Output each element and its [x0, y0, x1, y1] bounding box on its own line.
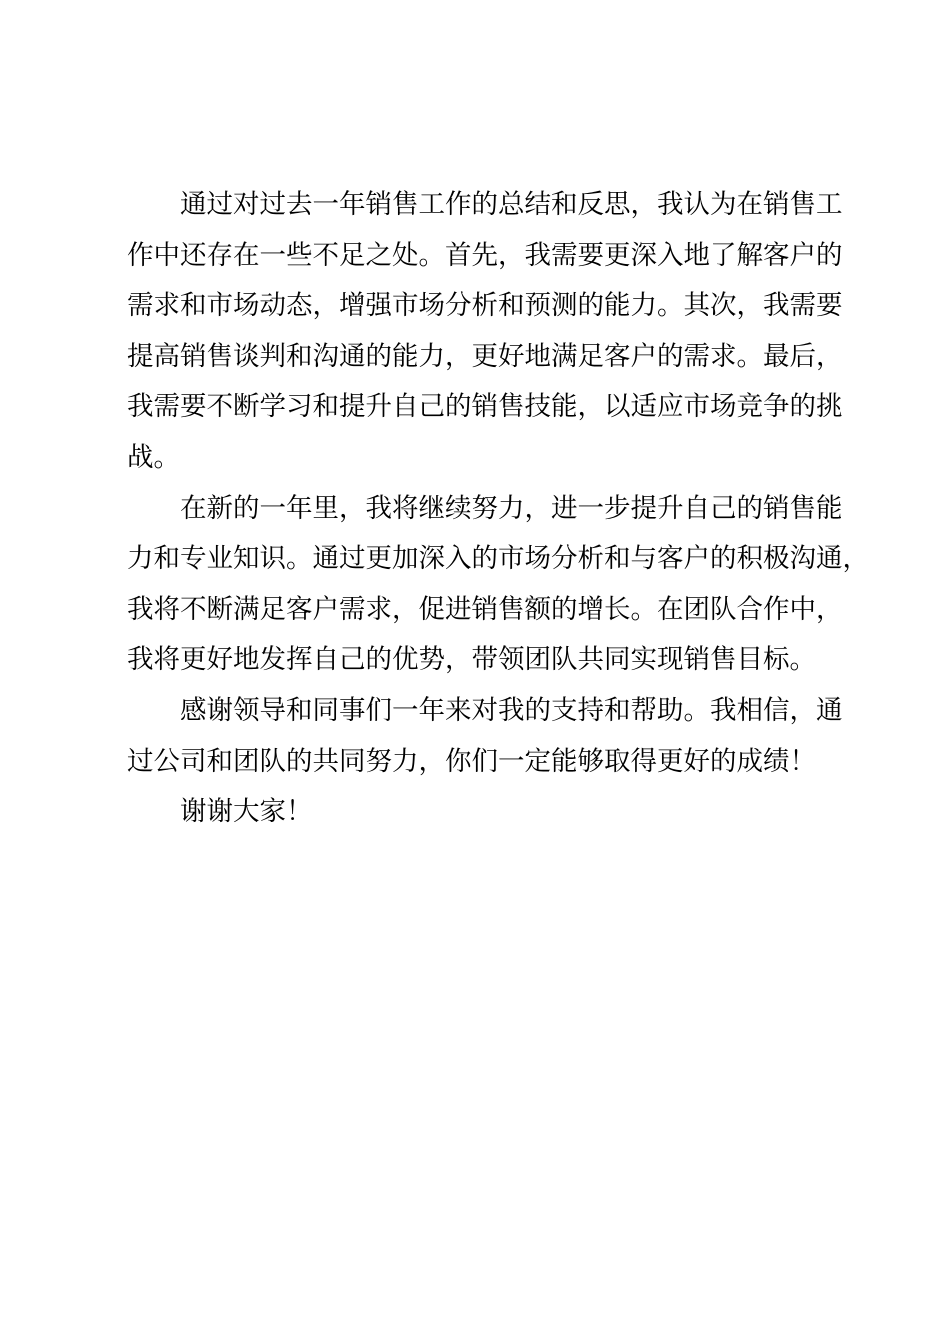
- text-line: 我将更好地发挥自己的优势，带领团队共同实现销售目标。: [127, 644, 816, 676]
- paragraph-gratitude: [127, 686, 843, 787]
- text-line: 在新的一年里，我将继续努力，进一步提升自己的销售能: [180, 492, 843, 524]
- text-line: 谢谢大家！: [180, 796, 313, 828]
- paragraph-reflection: [127, 180, 843, 484]
- text-line: 战。: [127, 441, 180, 473]
- document-body: [127, 180, 869, 838]
- text-line: 提高销售谈判和沟通的能力，更好地满足客户的需求。最后，: [127, 340, 843, 372]
- text-line: 我需要不断学习和提升自己的销售技能，以适应市场竞争的挑: [127, 391, 843, 423]
- paragraph-closing: [127, 787, 833, 838]
- text-line: 过公司和团队的共同努力，你们一定能够取得更好的成绩！: [127, 745, 816, 777]
- text-line: 力和专业知识。通过更加深入的市场分析和与客户的积极沟通，: [127, 543, 869, 575]
- paragraph-new-year-plan: [127, 484, 869, 686]
- text-line: 我将不断满足客户需求，促进销售额的增长。在团队合作中，: [127, 593, 843, 625]
- text-line: 感谢领导和同事们一年来对我的支持和帮助。我相信，通: [180, 694, 843, 726]
- text-line: 通过对过去一年销售工作的总结和反思，我认为在销售工: [180, 189, 843, 220]
- text-line: 作中还存在一些不足之处。首先，我需要更深入地了解客户的: [127, 239, 843, 271]
- text-line: 需求和市场动态，增强市场分析和预测的能力。其次，我需要: [127, 290, 843, 322]
